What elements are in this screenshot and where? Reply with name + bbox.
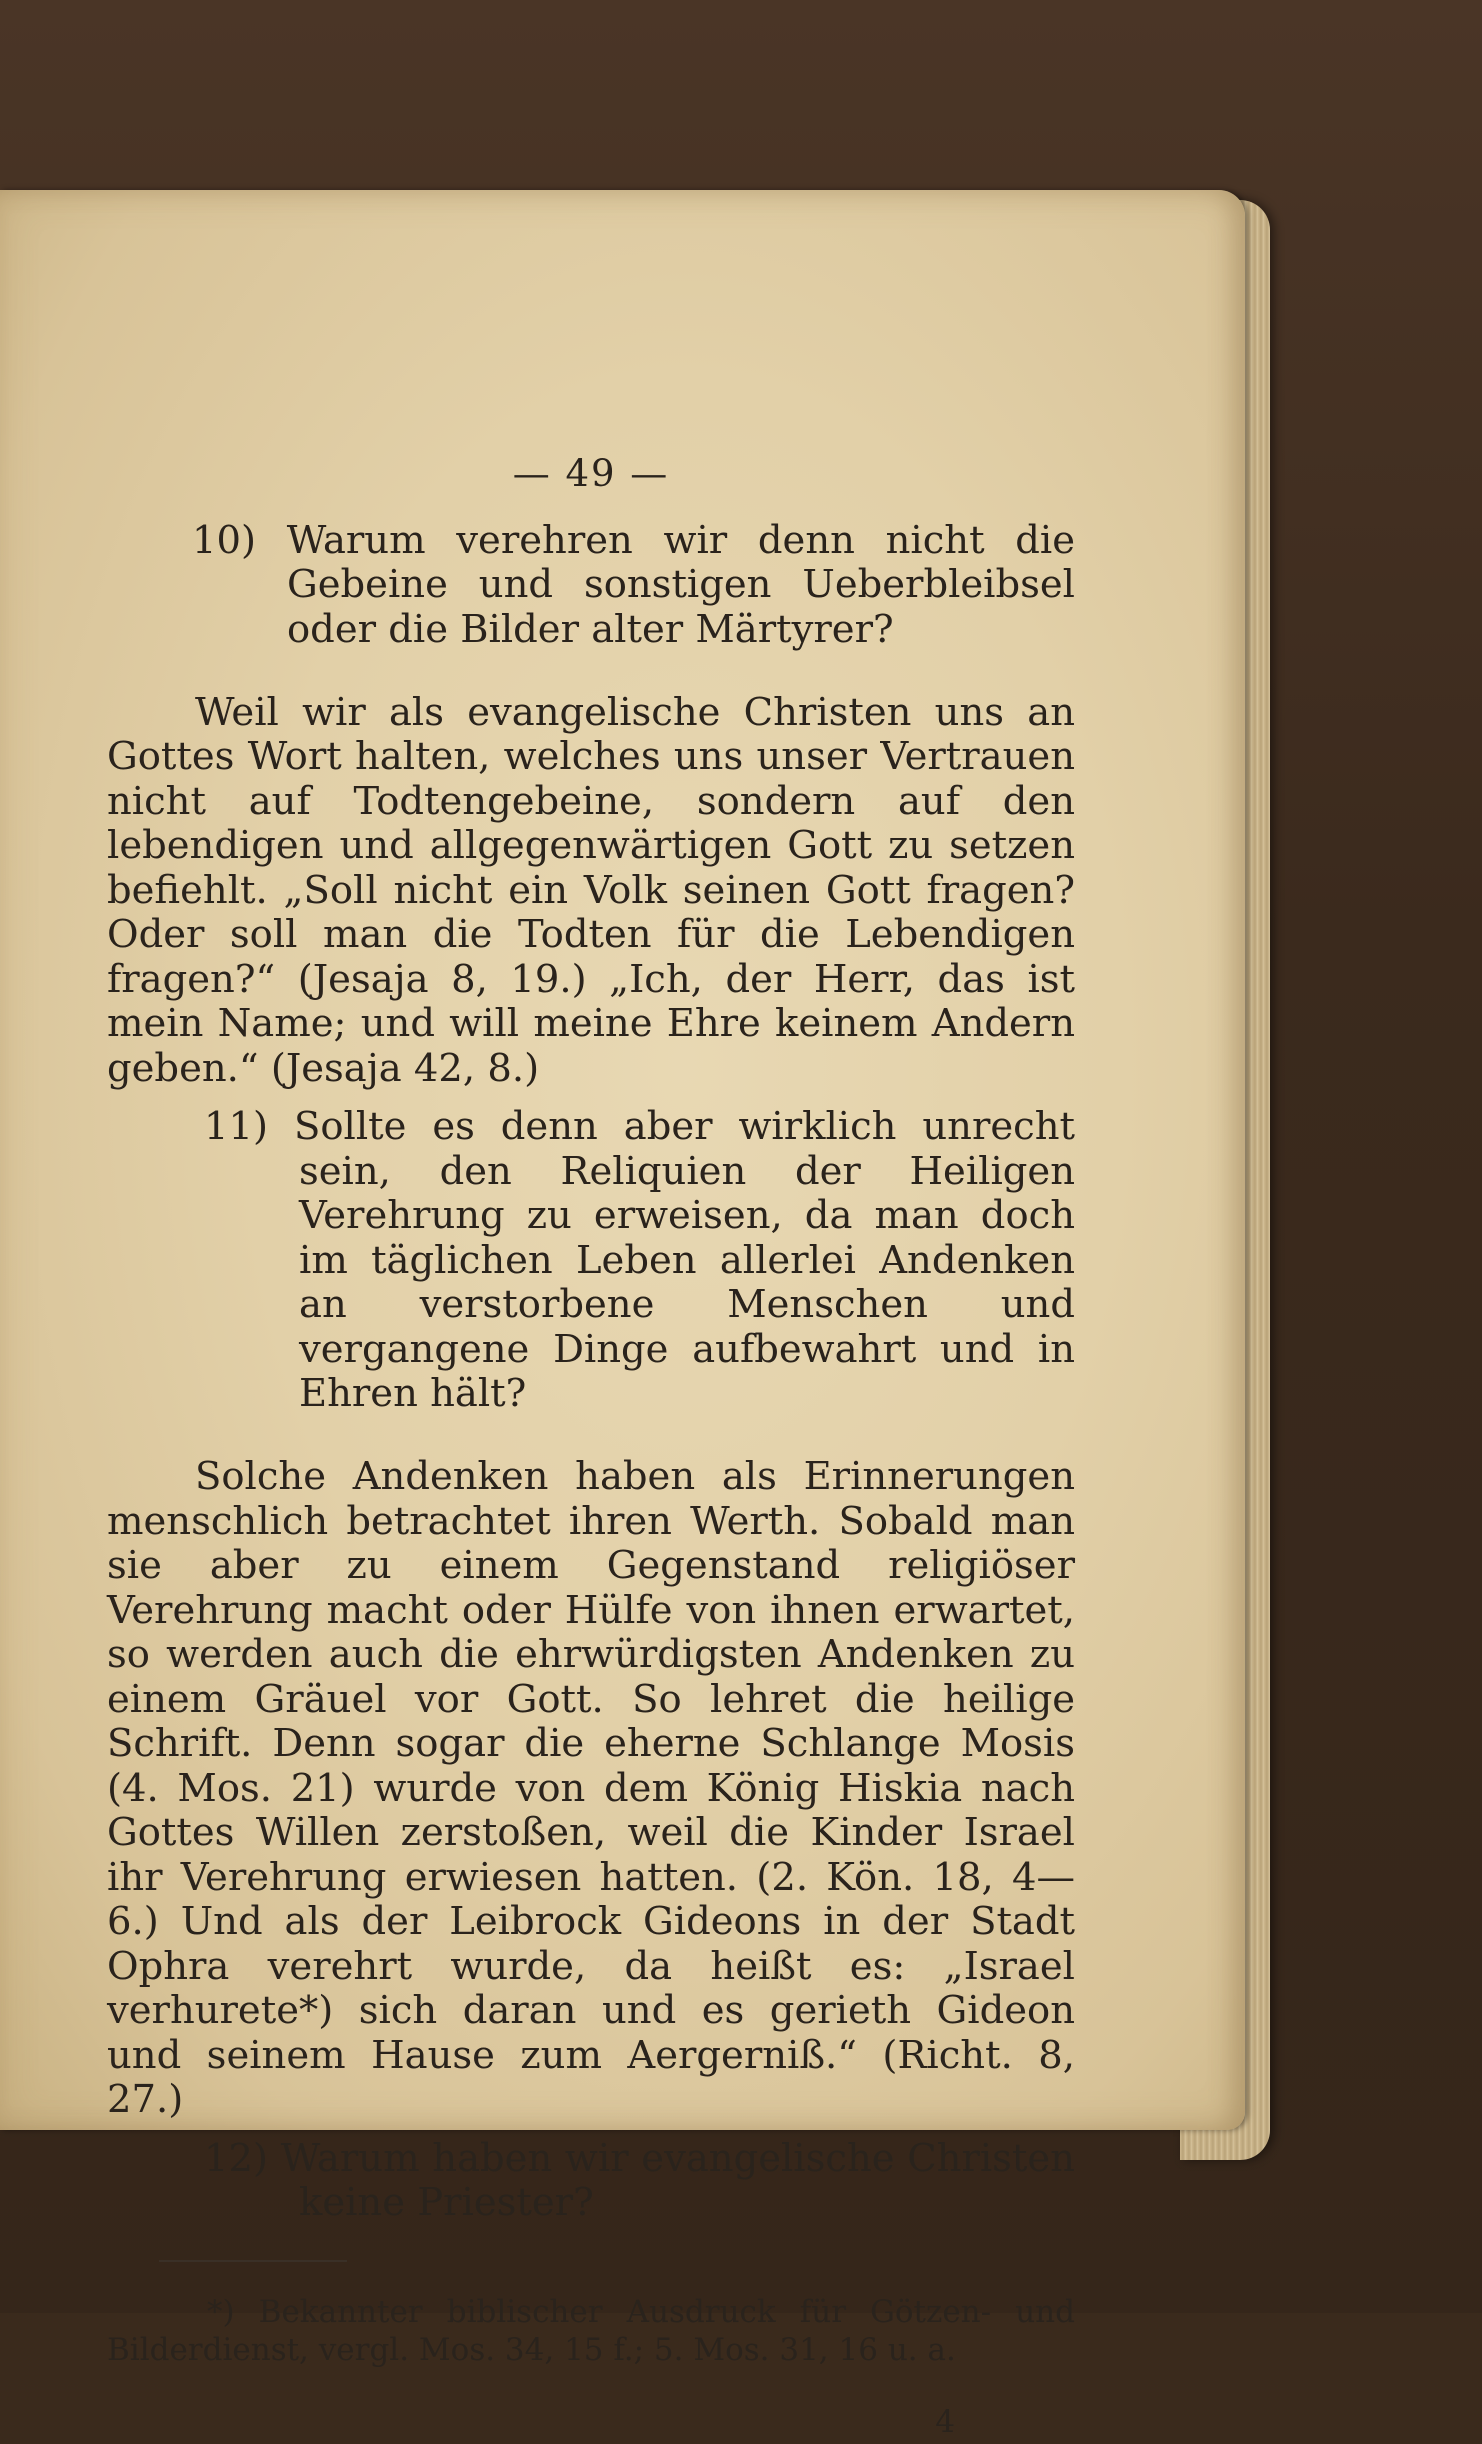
question-11 — [299, 1105, 1075, 1417]
footnote-divider — [159, 2260, 347, 2262]
signature-mark: 4 — [107, 2400, 1075, 2444]
question-number: 12) — [204, 2136, 268, 2181]
question-text: Sollte es denn aber wirklich unrecht sein, den Reliquien der Heiligen Verehrung zu erweisen, da man doch im täglichen Leben allerlei Andenken an verstorbene Menschen und vergangene Dinge aufbewahrt und in Ehren hält? — [294, 1104, 1075, 1416]
footnote: *) Bekannter biblischer Ausdruck für Götzen- und Bilderdienst, vergl. Mos. 34, 15 f.; 5. Mos. 31, 16 u. a. — [107, 2293, 1075, 2369]
question-12 — [299, 2137, 1075, 2226]
question-number: 11) — [204, 1104, 268, 1149]
answer-11: Solche Andenken haben als Erinnerungen menschlich betrachtet ihren Werth. Sobald man sie aber zu einem Gegenstand religiöser Verehrung macht oder Hülfe von ihnen erwartet, so werden auch die ehrwürdigsten Andenken zu einem Gräuel vor Gott. So lehret die heilige Schrift. Denn sogar die eherne Schlange Mosis (4. Mos. 21) wurde von dem König Hiskia nach Gottes Willen zerstoßen, weil die Kinder Israel ihr Verehrung erwiesen hatten. (2. Kön. 18, 4—6.) Und als der Leibrock Gideons in der Stadt Ophra verehrt wurde, da heißt es: „Israel verhurete*) sich daran und es gerieth Gideon und seinem Hause zum Aergerniß.“ (Richt. 8, 27.) — [107, 1455, 1075, 2123]
answer-10: Weil wir als evangelische Christen uns an Gottes Wort halten, welches uns unser Vertrauen nicht auf Todtengebeine, sondern auf den lebendigen und allgegenwärtigen Gott zu setzen befiehlt. „Soll nicht ein Volk seinen Gott fragen? Oder soll man die Todten für die Lebendigen fragen?“ (Jesaja 8, 19.) „Ich, der Herr, das ist mein Name; und will meine Ehre keinem Andern geben.“ (Jesaja 42, 8.) — [107, 691, 1075, 1092]
question-text: Warum verehren wir denn nicht die Gebeine und sonstigen Ueberbleibsel oder die Bilder alter Märtyrer? — [287, 518, 1075, 652]
page-text — [107, 452, 1075, 2444]
question-number: 10) — [192, 518, 256, 563]
book-page — [0, 190, 1245, 2130]
question-10 — [287, 519, 1075, 653]
page-number: — 49 — — [107, 452, 1075, 497]
question-text: Warum haben wir evangelische Christen keine Priester? — [281, 2136, 1075, 2226]
